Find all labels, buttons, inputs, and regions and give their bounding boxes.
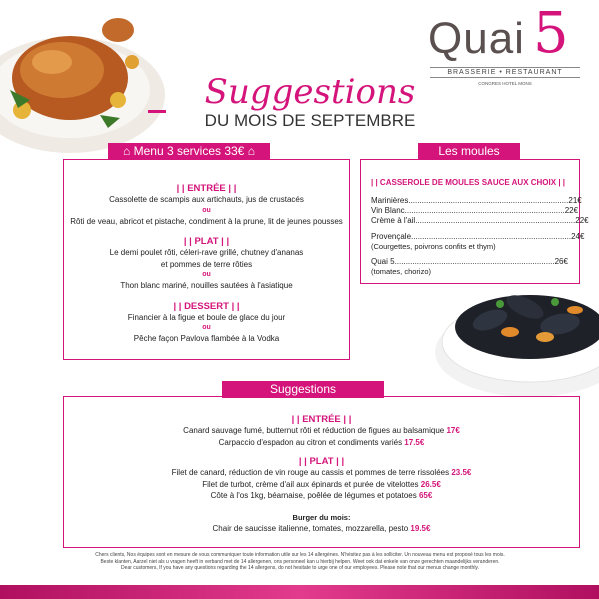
menu3-plat-item-1b: et pommes de terre rôties <box>160 259 253 269</box>
moules-row: Provençale ........................................................................ 24€ <box>371 232 585 241</box>
menu3-tab-label: Menu 3 services 33€ <box>133 144 245 158</box>
title-accent-bar <box>148 110 166 113</box>
allergen-notice-fr: Chers clients, Nos équipes sont en mesure de vous communiquer toute information utile sur les 14 allergènes. N'hésitez pas à les solliciter. Un nouveau menu est proposé tous les mois. <box>95 552 505 558</box>
menu3-entree-item-2: Rôti de veau, abricot et pistache, condiment à la prune, lit de jeunes pousses <box>70 216 343 226</box>
page-subtitle: DU MOIS DE SEPTEMBRE <box>204 111 416 130</box>
logo-number: 5 <box>533 1 569 66</box>
menu3-dessert-heading: | | DESSERT | | <box>173 300 240 312</box>
menu3-tab <box>108 143 270 160</box>
roast-chicken-image <box>0 0 170 150</box>
cloche-icon: ⌂ <box>123 144 134 158</box>
allergen-notice-en: Dear customers, If you have any questions regarding the 14 allergens, do not hesitate to urge one of our employees. Please note that our menus change monthly. <box>121 565 479 571</box>
menu3-box <box>63 159 350 360</box>
moules-heading: | | CASSEROLE DE MOULES SAUCE AUX CHOIX | | <box>371 178 566 187</box>
sugg-plat-heading: | | PLAT | | <box>298 456 345 467</box>
menu3-entree-item-1: Cassolette de scampis aux artichauts, jus de crustacés <box>109 195 304 204</box>
moules-row: Vin Blanc ........................................................................ 22€ <box>371 206 579 215</box>
sugg-entree-heading: | | ENTRÉE | | <box>291 414 352 425</box>
menu3-plat-item-1a: Le demi poulet rôti, céleri-rave grillé, chutney d'ananas <box>109 248 304 257</box>
burger-item: Chair de saucisse italienne, tomates, mozzarella, pesto 19.5€ <box>212 524 431 533</box>
moules-row: Quai 5 ........................................................................ 26€ <box>371 257 568 266</box>
or-label: ou <box>202 271 211 278</box>
mussels-bowl-image <box>430 262 599 402</box>
or-label: ou <box>202 206 211 214</box>
menu3-dessert-item-2: Pêche façon Pavlova flambée à la Vodka <box>133 334 280 343</box>
suggestions-tab: Suggestions <box>222 381 384 398</box>
sugg-entree-item: Canard sauvage fumé, butternut rôti et réduction de figues au balsamique 17€ <box>183 426 460 435</box>
sugg-plat-item: Filet de turbot, crème d'ail aux épinards et purée de vitelottes 26.5€ <box>202 479 441 489</box>
page-title: Suggestions <box>204 72 416 112</box>
menu3-entree-heading: | | ENTRÉE | | <box>176 183 237 194</box>
moules-row: Crème à l'ail ........................................................................ 22€ <box>371 216 589 225</box>
logo-word: Quai <box>428 14 525 63</box>
cloche-icon: ⌂ <box>244 144 255 158</box>
moules-row: Marinières ........................................................................ 21€ <box>371 196 582 205</box>
allergen-notice-nl: Beste klanten, Aarzel niet als u vragen heeft in verband met de 14 allergenen, ons personeel kan u hierbij helpen. Weet ook dat enkele van onze gerechten maandelijks veranderen. <box>100 558 500 565</box>
logo-tagline: BRASSERIE • RESTAURANT <box>430 67 580 78</box>
allergen-notice <box>40 552 560 572</box>
sugg-plat-item: Côte à l'os 1kg, béarnaise, poêlée de légumes et potatoes 65€ <box>210 491 433 500</box>
moules-note: (Courgettes, poivrons confits et thym) <box>371 242 496 251</box>
sugg-plat-item: Filet de canard, réduction de vin rouge au cassis et pommes de terre rissolées 23.5€ <box>171 468 472 477</box>
sugg-entree-item: Carpaccio d'espadon au citron et condiments variés 17.5€ <box>218 437 425 447</box>
or-label: ou <box>202 324 211 331</box>
burger-heading: Burger du mois: <box>292 512 351 522</box>
moules-note: (tomates, chorizo) <box>371 267 432 276</box>
footer-bar <box>0 585 599 599</box>
menu3-plat-heading: | | PLAT | | <box>183 236 230 247</box>
menu3-plat-item-2: Thon blanc mariné, nouilles sautées à l'asiatique <box>120 281 293 290</box>
moules-tab: Les moules <box>418 143 520 160</box>
menu3-dessert-item-1: Financier à la figue et boule de glace du jour <box>127 312 286 322</box>
suggestions-box <box>63 396 580 548</box>
logo-subtagline: CONGRES HOTEL MONS <box>478 81 532 86</box>
